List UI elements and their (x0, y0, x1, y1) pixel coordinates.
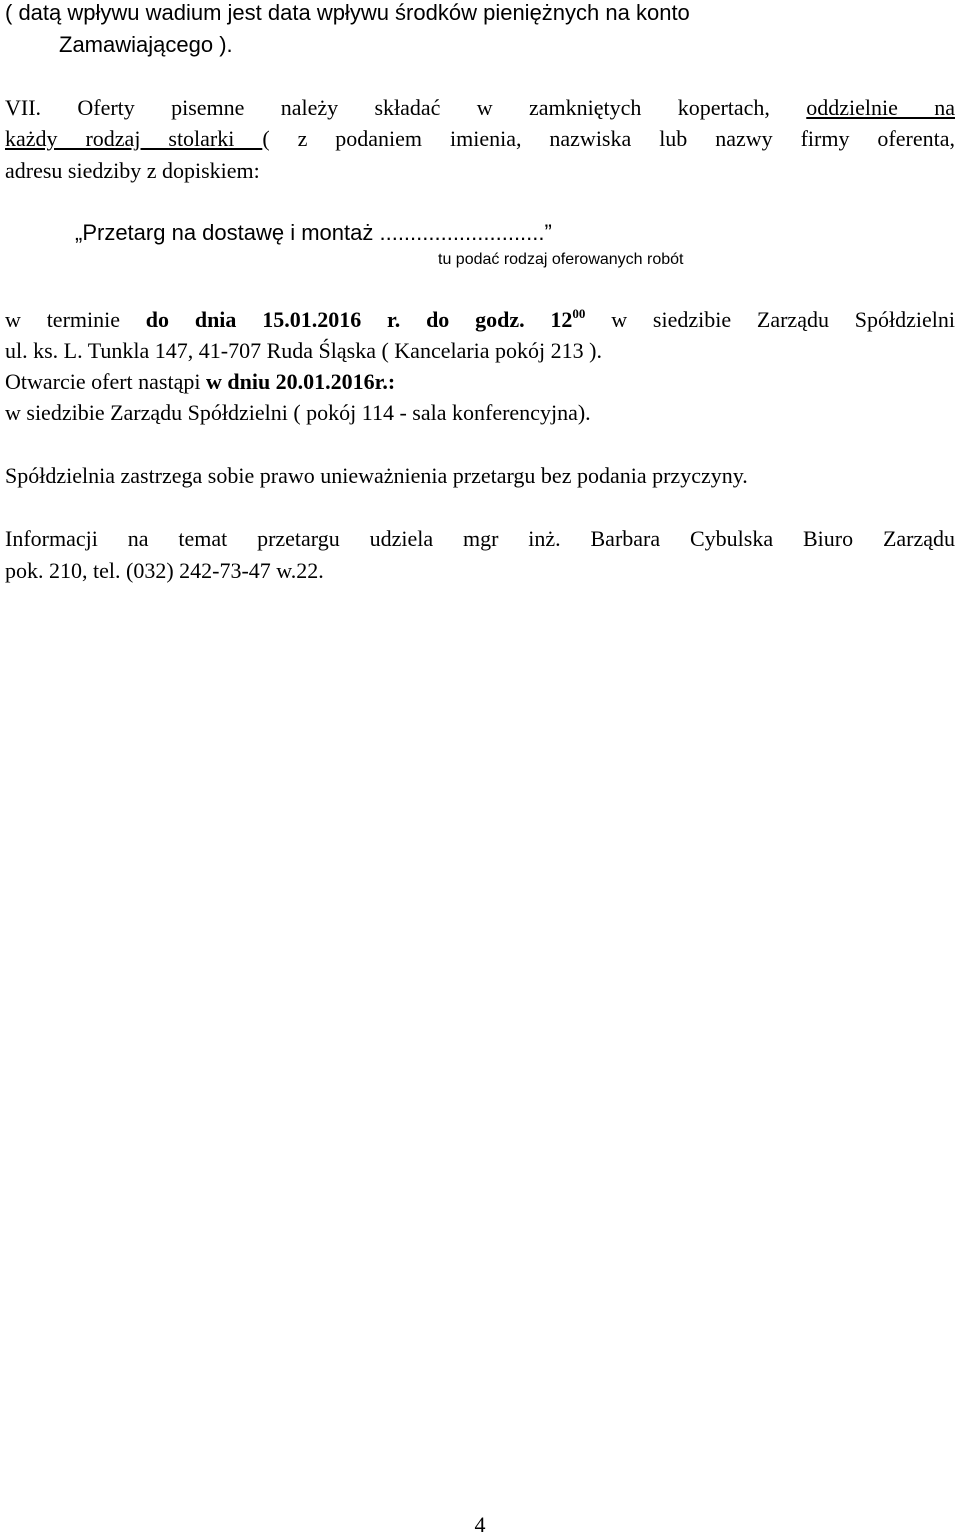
wadium-note-line-2: Zamawiającego ). (59, 32, 233, 57)
tender-title: „Przetarg na dostawę i montaż ...........................” (75, 220, 552, 245)
section-vii-line-2-rest: ( z podaniem imienia, nazwiska lub nazwy firmy oferenta, (262, 126, 955, 151)
section-vii-line-2 (5, 126, 955, 152)
deadline-date-bold: do dnia 15.01.2016 r. do godz. 12 (145, 307, 573, 332)
joinery-type-underlined: każdy rodzaj stolarki (5, 126, 263, 151)
deadline-address-line: ul. ks. L. Tunkla 147, 41-707 Ruda Śląska ( Kancelaria pokój 213 ). (5, 338, 602, 363)
info-line-1: Informacji na temat przetargu udziela mgr inż. Barbara Cybulska Biuro Zarządu (5, 526, 955, 551)
reservation-line: Spółdzielnia zastrzega sobie prawo unieważnienia przetargu bez podania przyczyny. (5, 463, 748, 488)
tender-note: tu podać rodzaj oferowanych robót (438, 251, 684, 268)
info-line-2: pok. 210, tel. (032) 242-73-47 w.22. (5, 558, 324, 583)
page-number: 4 (474, 1512, 486, 1537)
wadium-note-line-1: ( datą wpływu wadium jest data wpływu środków pieniężnych na konto (5, 0, 690, 25)
separate-envelope-underlined: oddzielnie na (806, 95, 955, 120)
deadline-prefix: w terminie (5, 307, 146, 332)
deadline-location: w siedzibie Zarządu Spółdzielni (585, 307, 955, 332)
deadline-line-1 (5, 307, 955, 333)
section-vii-line-3: adresu siedziby z dopiskiem: (5, 158, 260, 183)
deadline-minutes-superscript: 00 (572, 306, 586, 321)
opening-date-bold: w dniu 20.01.2016r.: (205, 369, 396, 394)
section-vii-line-1 (5, 95, 955, 121)
opening-line (5, 369, 955, 395)
opening-prefix: Otwarcie ofert nastąpi (5, 369, 206, 394)
section-vii-lead-text: VII. Oferty pisemne należy składać w zamkniętych kopertach, (5, 95, 807, 120)
opening-location-line: w siedzibie Zarządu Spółdzielni ( pokój 114 - sala konferencyjna). (5, 400, 591, 425)
